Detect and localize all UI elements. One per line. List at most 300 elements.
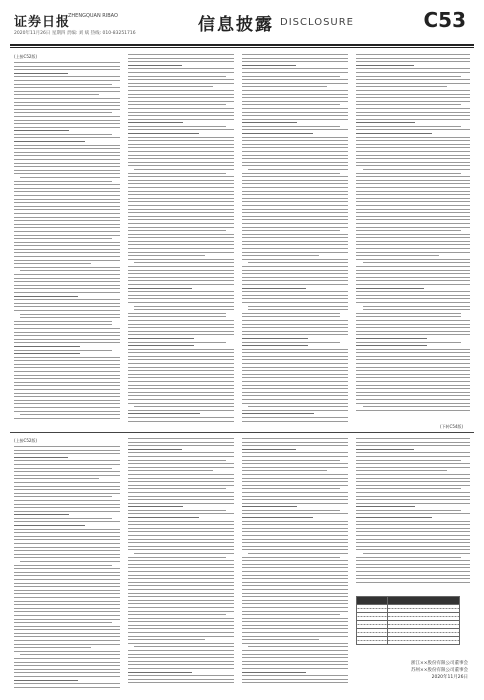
- text-line: [14, 159, 120, 160]
- logo-subtitle: ZHENGQUAN RIBAO: [68, 13, 118, 19]
- text-line: [242, 385, 348, 386]
- text-line: [14, 590, 120, 591]
- text-line: [356, 94, 470, 95]
- text-line: [242, 392, 348, 393]
- text-line: [14, 163, 120, 164]
- text-line: [14, 252, 120, 253]
- text-line: [14, 324, 112, 325]
- text-line: [14, 105, 120, 106]
- text-line: [14, 296, 78, 297]
- table-row: [357, 621, 460, 629]
- text-line: [242, 632, 348, 633]
- text-line: [128, 86, 213, 87]
- text-line: [242, 650, 348, 651]
- text-line: [242, 342, 340, 343]
- text-line: [356, 162, 470, 163]
- text-line: [242, 377, 348, 378]
- text-line: [14, 457, 68, 458]
- text-line: [242, 94, 348, 95]
- text-line: [242, 395, 348, 396]
- text-line: [14, 683, 120, 684]
- text-line: [242, 212, 348, 213]
- text-line: [242, 582, 348, 583]
- text-line: [14, 87, 120, 88]
- text-line: [242, 176, 348, 177]
- text-line: [128, 94, 234, 95]
- text-line: [242, 180, 348, 181]
- text-line: [356, 230, 461, 231]
- text-line: [356, 280, 470, 281]
- text-line: [356, 327, 470, 328]
- table-row: [357, 613, 460, 621]
- text-line: [128, 664, 234, 665]
- text-line: [128, 112, 234, 113]
- text-line: [128, 496, 234, 497]
- top-article-column-4: [356, 54, 470, 429]
- text-line: [14, 565, 112, 566]
- text-line: [128, 413, 200, 414]
- text-line: [14, 166, 120, 167]
- text-line: [14, 608, 120, 609]
- text-line: [242, 593, 348, 594]
- text-line: [356, 237, 470, 238]
- text-line: [356, 86, 447, 87]
- text-line: [242, 108, 348, 109]
- text-line: [356, 356, 470, 357]
- text-line: [14, 141, 85, 142]
- section-title-en: DISCLOSURE: [280, 17, 354, 28]
- text-line: [128, 539, 234, 540]
- text-line: [14, 145, 120, 146]
- text-line: [14, 357, 120, 358]
- text-line: [128, 596, 234, 597]
- text-line: [242, 546, 348, 547]
- text-line: [128, 417, 234, 418]
- text-line: [14, 665, 120, 666]
- text-line: [128, 244, 234, 245]
- text-line: [128, 162, 234, 163]
- text-line: [14, 353, 80, 354]
- text-line: [14, 504, 120, 505]
- table-row: [357, 597, 460, 605]
- text-line: [242, 438, 348, 439]
- text-line: [128, 234, 234, 235]
- text-line: [128, 334, 234, 335]
- text-line: [242, 324, 348, 325]
- text-line: [356, 481, 470, 482]
- text-line: [20, 317, 120, 318]
- text-line: [128, 288, 192, 289]
- text-line: [128, 151, 234, 152]
- text-line: [356, 377, 470, 378]
- text-line: [242, 266, 348, 267]
- text-line: [128, 668, 234, 669]
- text-line: [356, 119, 470, 120]
- text-line: [128, 639, 205, 640]
- text-line: [14, 636, 120, 637]
- text-line: [242, 234, 348, 235]
- text-line: [242, 133, 313, 134]
- text-line: [128, 302, 234, 303]
- text-line: [356, 58, 470, 59]
- text-line: [242, 675, 348, 676]
- text-line: [14, 364, 120, 365]
- text-line: [356, 216, 470, 217]
- text-line: [242, 456, 348, 457]
- text-line: [363, 306, 470, 307]
- text-line: [128, 284, 234, 285]
- text-line: [14, 335, 120, 336]
- text-line: [242, 273, 348, 274]
- text-line: [14, 396, 120, 397]
- text-line: [242, 194, 348, 195]
- text-line: [356, 72, 470, 73]
- masthead: [10, 8, 474, 44]
- text-line: [128, 625, 234, 626]
- text-line: [356, 187, 470, 188]
- text-line: [128, 187, 234, 188]
- text-line: [242, 611, 348, 612]
- text-line: [128, 298, 234, 299]
- text-line: [356, 209, 470, 210]
- text-line: [14, 611, 120, 612]
- text-line: [356, 266, 470, 267]
- text-line: [242, 223, 348, 224]
- text-line: [134, 309, 234, 310]
- text-line: [242, 352, 348, 353]
- text-line: [356, 320, 470, 321]
- text-line: [356, 259, 470, 260]
- text-line: [128, 79, 234, 80]
- text-line: [242, 488, 340, 489]
- text-line: [356, 65, 414, 66]
- text-line: [128, 65, 182, 66]
- text-line: [128, 421, 234, 422]
- text-line: [14, 525, 85, 526]
- text-line: [128, 560, 234, 561]
- text-line: [242, 614, 340, 615]
- text-line: [14, 191, 120, 192]
- text-line: [14, 137, 120, 138]
- text-line: [356, 295, 470, 296]
- text-line: [128, 104, 226, 105]
- text-line: [128, 259, 234, 260]
- text-line: [356, 342, 461, 343]
- text-line: [128, 108, 234, 109]
- text-line: [128, 191, 234, 192]
- text-line: [242, 86, 327, 87]
- text-line: [128, 61, 234, 62]
- text-line: [128, 237, 234, 238]
- text-line: [14, 482, 120, 483]
- text-line: [242, 506, 297, 507]
- text-line: [242, 345, 308, 346]
- text-line: [128, 672, 192, 673]
- text-line: [14, 486, 120, 487]
- text-line: [242, 151, 348, 152]
- text-line: [356, 101, 470, 102]
- text-line: [356, 499, 470, 500]
- text-line: [242, 467, 348, 468]
- text-line: [356, 531, 470, 532]
- text-line: [14, 468, 112, 469]
- bottom-article-column-2: [128, 438, 234, 693]
- text-line: [128, 359, 234, 360]
- text-line: [14, 267, 120, 268]
- text-line: [242, 567, 348, 568]
- text-line: [128, 129, 234, 130]
- text-line: [242, 578, 348, 579]
- text-line: [14, 518, 112, 519]
- text-line: [128, 524, 234, 525]
- text-line: [14, 403, 120, 404]
- text-line: [242, 191, 348, 192]
- text-line: [128, 392, 234, 393]
- text-line: [242, 68, 348, 69]
- text-line: [242, 679, 348, 680]
- text-line: [134, 262, 234, 263]
- text-line: [128, 478, 234, 479]
- text-line: [356, 223, 470, 224]
- text-line: [14, 134, 112, 135]
- text-line: [242, 331, 348, 332]
- text-line: [128, 320, 234, 321]
- text-line: [20, 414, 120, 415]
- text-line: [128, 607, 234, 608]
- text-line: [128, 119, 234, 120]
- text-line: [242, 349, 348, 350]
- text-line: [14, 199, 120, 200]
- text-line: [14, 321, 112, 322]
- text-line: [14, 195, 120, 196]
- text-line: [14, 299, 120, 300]
- text-line: [356, 68, 470, 69]
- text-line: [356, 370, 470, 371]
- text-line: [242, 158, 348, 159]
- text-line: [363, 169, 470, 170]
- text-line: [20, 314, 120, 315]
- text-line: [356, 133, 432, 134]
- text-line: [242, 668, 348, 669]
- text-line: [128, 463, 234, 464]
- text-line: [356, 90, 470, 91]
- text-line: [242, 259, 348, 260]
- text-line: [356, 227, 470, 228]
- text-line: [14, 557, 120, 558]
- text-line: [356, 273, 470, 274]
- text-line: [128, 628, 234, 629]
- text-line: [242, 183, 348, 184]
- text-line: [242, 162, 348, 163]
- text-line: [14, 242, 120, 243]
- text-line: [356, 212, 470, 213]
- text-line: [356, 151, 470, 152]
- text-line: [128, 571, 234, 572]
- text-line: [242, 600, 348, 601]
- text-line: [356, 567, 470, 568]
- text-line: [242, 542, 348, 543]
- text-line: [128, 316, 226, 317]
- text-line: [356, 288, 424, 289]
- text-line: [128, 291, 234, 292]
- text-line: [128, 600, 234, 601]
- text-line: [356, 442, 470, 443]
- text-line: [20, 561, 120, 562]
- text-line: [14, 658, 120, 659]
- text-line: [242, 524, 348, 525]
- text-line: [242, 187, 348, 188]
- text-line: [128, 270, 234, 271]
- text-line: [14, 188, 120, 189]
- text-line: [356, 521, 470, 522]
- text-line: [242, 560, 348, 561]
- text-line: [356, 302, 470, 303]
- text-line: [128, 342, 226, 343]
- text-line: [14, 626, 120, 627]
- text-line: [128, 470, 213, 471]
- text-line: [242, 359, 348, 360]
- text-line: [14, 260, 120, 261]
- text-line: [14, 593, 120, 594]
- text-line: [242, 621, 348, 622]
- text-line: [242, 295, 348, 296]
- text-line: [14, 292, 120, 293]
- text-line: [128, 675, 234, 676]
- text-line: [242, 618, 348, 619]
- text-line: [128, 180, 234, 181]
- text-line: [242, 219, 348, 220]
- text-line: [14, 400, 120, 401]
- text-line: [128, 223, 234, 224]
- text-line: [128, 474, 234, 475]
- text-line: [356, 104, 461, 105]
- text-line: [356, 144, 470, 145]
- text-line: [242, 327, 348, 328]
- text-line: [356, 147, 470, 148]
- text-line: [242, 140, 348, 141]
- text-line: [356, 524, 470, 525]
- text-line: [128, 564, 234, 565]
- text-line: [128, 485, 234, 486]
- text-line: [128, 557, 226, 558]
- text-line: [248, 553, 348, 554]
- text-line: [128, 198, 234, 199]
- text-line: [363, 309, 470, 310]
- text-line: [356, 546, 470, 547]
- text-line: [356, 112, 470, 113]
- text-line: [356, 571, 470, 572]
- text-line: [242, 363, 348, 364]
- text-line: [128, 542, 234, 543]
- text-line: [14, 514, 69, 515]
- text-line: [242, 517, 313, 518]
- text-line: [128, 248, 234, 249]
- text-line: [242, 603, 348, 604]
- text-line: [128, 438, 234, 439]
- text-line: [242, 557, 340, 558]
- text-line: [356, 252, 470, 253]
- text-line: [14, 339, 120, 340]
- text-line: [128, 506, 183, 507]
- text-line: [242, 65, 296, 66]
- text-line: [242, 244, 348, 245]
- section-title: 信息披露: [198, 15, 274, 35]
- text-line: [242, 661, 348, 662]
- text-line: [242, 284, 348, 285]
- text-line: [128, 517, 199, 518]
- text-line: [242, 237, 348, 238]
- text-line: [128, 513, 234, 514]
- text-line: [14, 173, 120, 174]
- text-line: [14, 155, 120, 156]
- text-line: [128, 280, 234, 281]
- text-line: [14, 647, 91, 648]
- text-line: [242, 654, 348, 655]
- text-line: [14, 181, 112, 182]
- text-line: [356, 61, 470, 62]
- text-line: [242, 585, 348, 586]
- text-line: [134, 646, 234, 647]
- text-line: [14, 281, 120, 282]
- text-line: [14, 640, 120, 641]
- text-line: [356, 316, 461, 317]
- text-line: [14, 680, 78, 681]
- text-line: [242, 513, 348, 514]
- text-line: [242, 280, 348, 281]
- text-line: [14, 285, 120, 286]
- text-line: [128, 277, 234, 278]
- text-line: [242, 58, 348, 59]
- text-line: [356, 452, 470, 453]
- text-line: [356, 284, 470, 285]
- text-line: [14, 615, 120, 616]
- text-line: [242, 230, 340, 231]
- text-line: [14, 217, 120, 218]
- text-line: [128, 661, 234, 662]
- text-line: [128, 593, 234, 594]
- text-line: [128, 255, 205, 256]
- text-line: [128, 549, 234, 550]
- text-line: [356, 367, 470, 368]
- text-line: [242, 474, 348, 475]
- text-line: [356, 539, 470, 540]
- text-line: [356, 194, 470, 195]
- text-line: [242, 403, 348, 404]
- text-line: [356, 510, 461, 511]
- text-line: [14, 375, 120, 376]
- text-line: [242, 399, 348, 400]
- text-line: [363, 553, 470, 554]
- text-line: [128, 173, 226, 174]
- text-line: [14, 550, 120, 551]
- text-line: [128, 370, 234, 371]
- top-article-column-2: [128, 54, 234, 429]
- text-line: [356, 313, 461, 314]
- text-line: [14, 148, 120, 149]
- text-line: [128, 585, 234, 586]
- text-line: [356, 467, 470, 468]
- text-line: [356, 438, 470, 439]
- text-line: [14, 604, 120, 605]
- text-line: [128, 643, 234, 644]
- text-line: [128, 216, 234, 217]
- text-line: [242, 470, 327, 471]
- text-line: [14, 62, 120, 63]
- text-line: [14, 130, 69, 131]
- meeting-table: [356, 596, 460, 645]
- text-line: [128, 399, 234, 400]
- text-line: [14, 644, 120, 645]
